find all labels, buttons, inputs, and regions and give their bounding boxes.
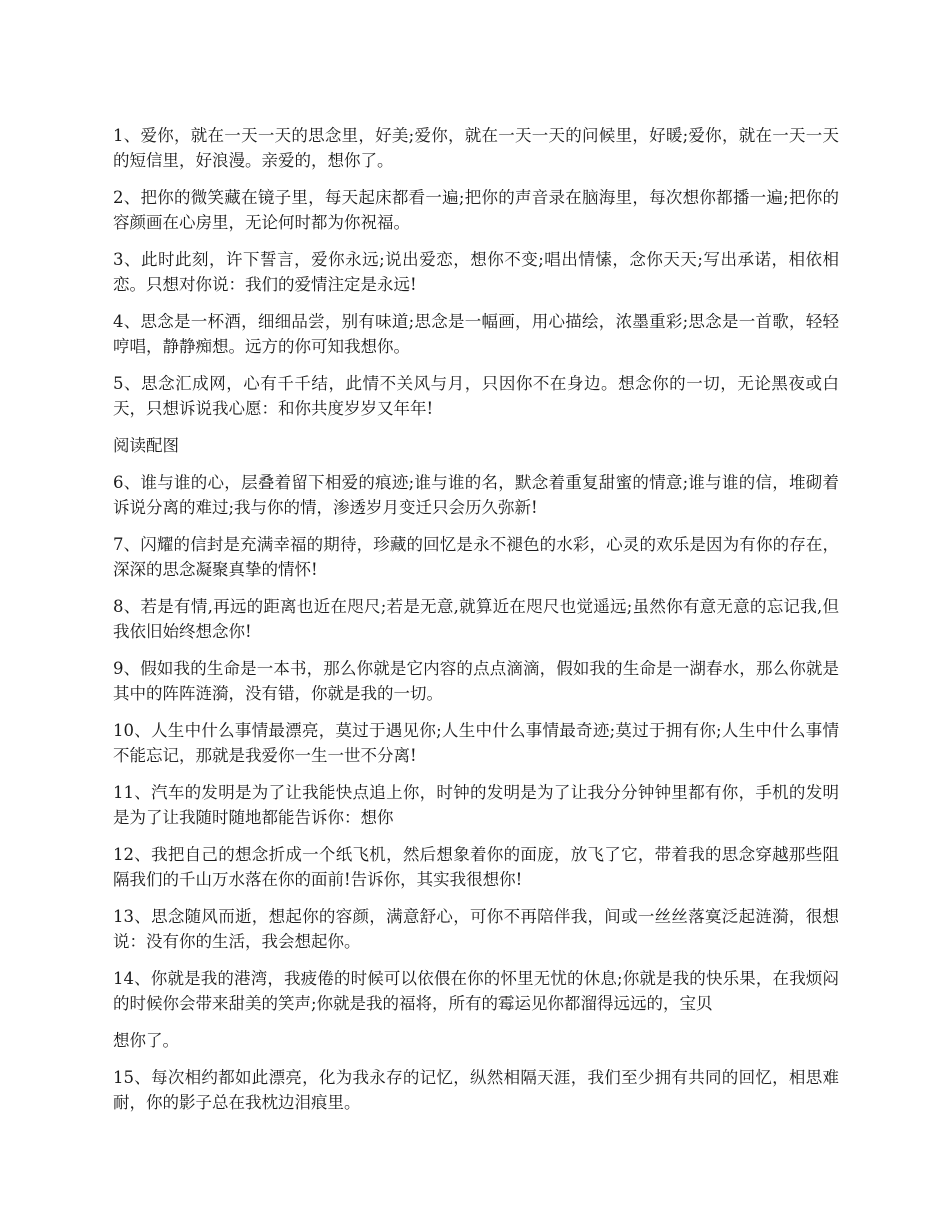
paragraph-8: 8、若是有情,再远的距离也近在咫尺;若是无意,就算近在咫尺也觉遥远;虽然你有意无意的忘记我,但我依旧始终想念你!	[113, 597, 839, 641]
paragraph-13: 13、思念随风而逝，想起你的容颜，满意舒心，可你不再陪伴我，间或一丝丝落寞泛起涟漪，很想说：没有你的生活，我会想起你。	[113, 907, 839, 951]
paragraph-7: 7、闪耀的信封是充满幸福的期待，珍藏的回忆是永不褪色的水彩，心灵的欢乐是因为有你的存在，深深的思念凝聚真挚的情怀!	[113, 535, 839, 579]
paragraph-11: 11、汽车的发明是为了让我能快点追上你，时钟的发明是为了让我分分钟钟里都有你，手机的发明是为了让我随时随地都能告诉你：想你	[113, 783, 839, 827]
paragraph-9: 9、假如我的生命是一本书，那么你就是它内容的点点滴滴，假如我的生命是一湖春水，那么你就是其中的阵阵涟漪，没有错，你就是我的一切。	[113, 659, 839, 703]
paragraph-2: 2、把你的微笑藏在镜子里，每天起床都看一遍;把你的声音录在脑海里，每次想你都播一遍;把你的容颜画在心房里，无论何时都为你祝福。	[113, 188, 839, 232]
paragraph-14-continued: 想你了。	[113, 1031, 179, 1050]
paragraph-4: 4、思念是一杯酒，细细品尝，别有味道;思念是一幅画，用心描绘，浓墨重彩;思念是一首歌，轻轻哼唱，静静痴想。远方的你可知我想你。	[113, 312, 839, 356]
image-caption: 阅读配图	[113, 436, 179, 455]
paragraph-12: 12、我把自己的想念折成一个纸飞机，然后想象着你的面庞，放飞了它，带着我的思念穿越那些阻隔我们的千山万水落在你的面前!告诉你，其实我很想你!	[113, 845, 839, 889]
paragraph-15: 15、每次相约都如此漂亮，化为我永存的记忆，纵然相隔天涯，我们至少拥有共同的回忆，相思难耐，你的影子总在我枕边泪痕里。	[113, 1068, 839, 1112]
paragraph-6: 6、谁与谁的心，层叠着留下相爱的痕迹;谁与谁的名，默念着重复甜蜜的情意;谁与谁的信，堆砌着诉说分离的难过;我与你的情，渗透岁月变迁只会历久弥新!	[113, 473, 839, 517]
paragraph-3: 3、此时此刻，许下誓言，爱你永远;说出爱恋，想你不变;唱出情愫，念你天天;写出承诺，相依相恋。只想对你说：我们的爱情注定是永远!	[113, 250, 839, 294]
document-body	[113, 123, 839, 1127]
paragraph-1: 1、爱你，就在一天一天的思念里，好美;爱你，就在一天一天的问候里，好暖;爱你，就在一天一天的短信里，好浪漫。亲爱的，想你了。	[113, 126, 839, 170]
paragraph-14: 14、你就是我的港湾，我疲倦的时候可以依偎在你的怀里无忧的休息;你就是我的快乐果，在我烦闷的时候你会带来甜美的笑声;你就是我的福将，所有的霉运见你都溜得远远的，宝贝	[113, 969, 839, 1013]
paragraph-5: 5、思念汇成网，心有千千结，此情不关风与月，只因你不在身边。想念你的一切，无论黑夜或白天，只想诉说我心愿：和你共度岁岁又年年!	[113, 374, 839, 418]
paragraph-10: 10、人生中什么事情最漂亮，莫过于遇见你;人生中什么事情最奇迹;莫过于拥有你;人生中什么事情不能忘记，那就是我爱你一生一世不分离!	[113, 721, 839, 765]
